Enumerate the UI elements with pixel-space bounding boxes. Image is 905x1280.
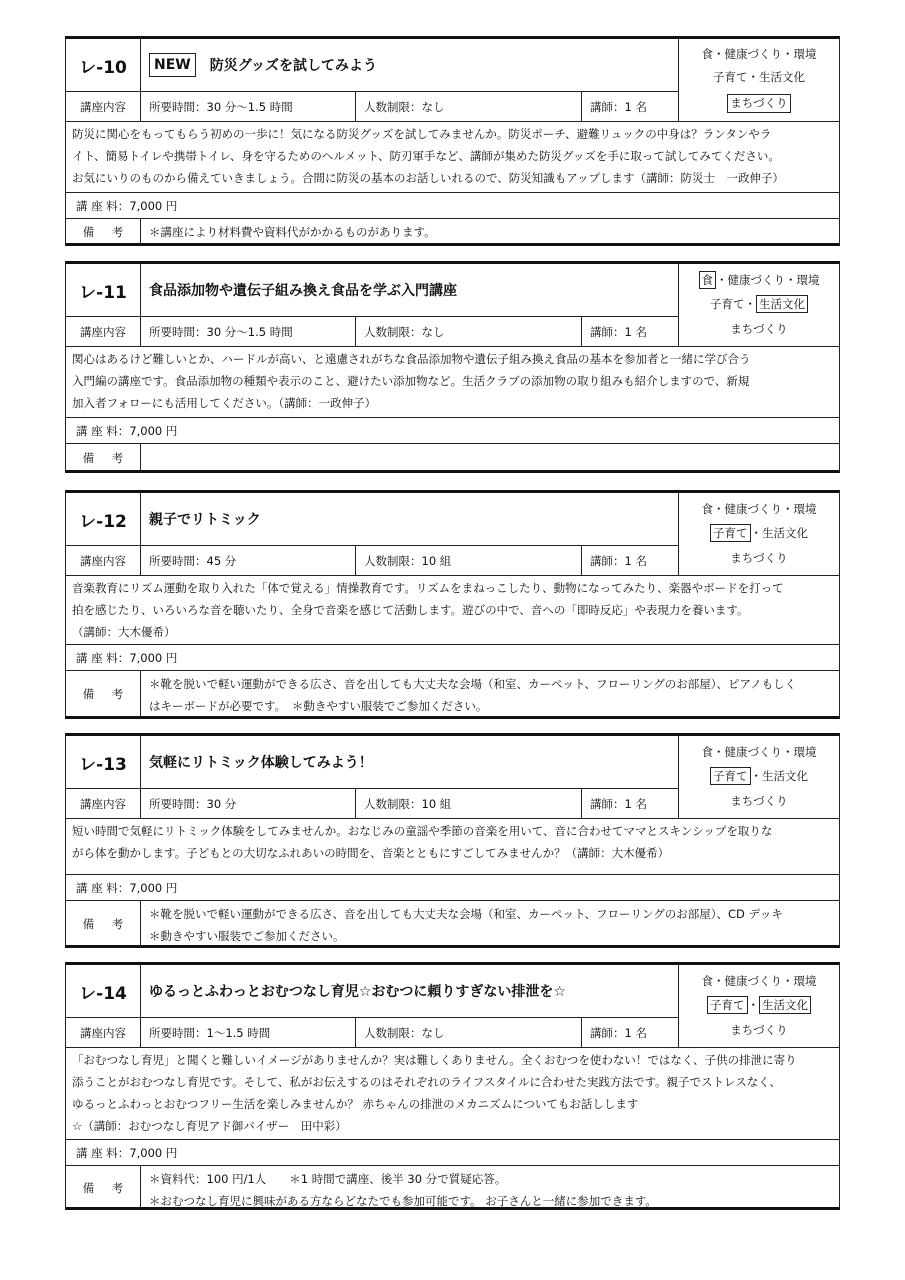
new-badge: NEW: [149, 53, 196, 77]
category-list: [679, 39, 839, 121]
course-title: [141, 493, 678, 545]
course-limit: 人数制限：なし: [356, 92, 582, 121]
course-limit: 人数制限：10 組: [356, 789, 582, 818]
note-label: 備 考: [66, 219, 141, 245]
course-fee: 講 座 料： 7,000 円: [66, 645, 839, 671]
course-code: レ-14: [66, 965, 141, 1017]
course-teacher: 講師：1 名: [590, 324, 647, 339]
course-title: [141, 736, 678, 788]
category-line-2: 子育て ・生活文化: [710, 526, 808, 541]
course-content-label: 講座内容: [66, 789, 141, 818]
course-code: レ-10: [66, 39, 141, 91]
category-line-1: 食 ・健康づくり・環境: [699, 273, 820, 288]
course-notes: [66, 901, 839, 947]
course-description: 短い時間で気軽にリトミック体験をしてみませんか。おなじみの童謡や季節の音楽を用いて、音に合わせてママとスキンシップを取りな がら体を動かします。子どもとの大切なふれあいの時間を、音楽とともにすごしてみませんか？（講師：大木優希）: [66, 819, 839, 875]
course-notes: [66, 671, 839, 717]
course-notes: [66, 219, 839, 245]
course-block-14: [65, 962, 840, 1210]
category-list: [679, 264, 839, 346]
category-line-3: まちづくり: [727, 94, 790, 113]
category-line-2: 子育て ・ 生活文化: [707, 998, 811, 1013]
note-text: ＊靴を脱いで軽い運動ができる広さ、音を出しても大丈夫な会場（和室、カーペット、フローリングのお部屋）、ピアノもしく はキーボードが必要です。 ＊動きやすい服装でご参加ください。: [149, 677, 797, 713]
category-line-1: 食・健康づくり・環境: [701, 47, 817, 62]
course-time: 所要時間：30 分～1.5 時間: [141, 317, 356, 346]
course-time: 所要時間：30 分: [141, 789, 356, 818]
category-line-3: まちづくり: [730, 551, 788, 566]
course-code: レ-12: [66, 493, 141, 545]
course-content-label: 講座内容: [66, 317, 141, 346]
category-line-2: 子育て ・生活文化: [710, 769, 808, 784]
course-time: 所要時間：45 分: [141, 546, 356, 575]
course-fee: 講 座 料： 7,000 円: [66, 1140, 839, 1166]
category-list: [679, 965, 839, 1047]
course-limit: 人数制限：10 組: [356, 546, 582, 575]
course-teacher: 講師：1 名: [590, 1025, 647, 1040]
course-title-text: 気軽にリトミック体験してみよう！: [149, 755, 373, 771]
course-title-text: 食品添加物や遺伝子組み換え食品を学ぶ入門講座: [149, 283, 457, 299]
category-line-1: 食・健康づくり・環境: [701, 973, 817, 988]
course-block-10: [65, 36, 840, 246]
course-code: レ-11: [66, 264, 141, 316]
course-notes: [66, 444, 839, 472]
course-title-text: 親子でリトミック: [149, 512, 261, 528]
course-teacher: 講師：1 名: [590, 99, 647, 114]
course-description: 「おむつなし育児」と聞くと難しいイメージがありませんか？実は難しくありません。全くおむつを使わない！ではなく、子供の排泄に寄り 添うことがおむつなし育児です。そして、私がお伝えするのはそれぞれのライフスタイルに合わせた実践方法です。親子でストレスなく、 ゆるっとふわっとおむつフリー生活を楽しみませんか？ 赤ちゃんの排泄のメカニズムについてもお話しします ☆（講師：おむつなし育児アド御バイザー 田中彩）: [66, 1048, 839, 1140]
course-description: 防災に関心をもってもらう初めの一歩に！気になる防災グッズを試してみませんか。防災ポーチ、避難リュックの中身は？ランタンやラ イト、簡易トイレや携帯トイレ、身を守るためのヘルメット、防刃軍手など、講師が集めた防災グッズを手に取って試してみてください。 お気にいりのものから備えていきましょう。合間に防災の基本のお話しいれるので、防災知識もアップします（講師：防災士 一政伸子）: [66, 122, 839, 193]
category-line-1: 食・健康づくり・環境: [701, 501, 817, 516]
course-description: 音楽教育にリズム運動を取り入れた「体で覚える」情操教育です。リズムをまねっこしたり、動物になってみたり、楽器やボードを打って 拍を感じたり、いろいろな音を聴いたり、全身で音楽を感じて活動します。遊びの中で、音への「即時反応」や表現力を養います。 （講師：大木優希）: [66, 576, 839, 645]
course-title: [141, 965, 678, 1017]
course-time: 所要時間：30 分～1.5 時間: [141, 92, 356, 121]
course-limit: 人数制限：なし: [356, 317, 582, 346]
course-limit: 人数制限：なし: [356, 1018, 582, 1047]
category-line-1: 食・健康づくり・環境: [701, 744, 817, 759]
note-text: ＊資料代：100 円/1人 ＊1 時間で講座、後半 30 分で質疑応答。 ＊おむつなし育児に興味がある方ならどなたでも参加可能です。 お子さんと一緒に参加できます。: [149, 1172, 657, 1208]
category-line-3: まちづくり: [730, 794, 788, 809]
course-teacher: 講師：1 名: [590, 553, 647, 568]
course-content-label: 講座内容: [66, 92, 141, 121]
course-title-text: ゆるっとふわっとおむつなし育児☆おむつに頼りすぎない排泄を☆: [149, 984, 566, 1000]
note-label: 備 考: [66, 901, 141, 947]
course-description: 関心はあるけど難しいとか、ハードルが高い、と遠慮されがちな食品添加物や遺伝子組み換え食品の基本を参加者と一緒に学び合う 入門編の講座です。食品添加物の種類や表示のこと、避けたい添加物など。生活クラブの添加物の取り組みも紹介しますので、新規 加入者フォローにも活用してください。（講師：一政伸子）: [66, 347, 839, 418]
note-text: ＊靴を脱いで軽い運動ができる広さ、音を出しても大丈夫な会場（和室、カーペット、フローリングのお部屋）、CD デッキ ＊動きやすい服装でご参加ください。: [149, 907, 783, 943]
category-list: [679, 493, 839, 575]
note-label: 備 考: [66, 671, 141, 717]
note-text: [141, 444, 839, 472]
category-line-2: 子育て・ 生活文化: [710, 297, 808, 312]
course-content-label: 講座内容: [66, 546, 141, 575]
course-title: [141, 264, 678, 316]
course-fee: 講 座 料： 7,000 円: [66, 193, 839, 219]
course-fee: 講 座 料： 7,000 円: [66, 418, 839, 444]
course-title-text: 防災グッズを試してみよう: [209, 58, 378, 74]
course-title: [141, 39, 678, 91]
category-line-3: まちづくり: [730, 322, 788, 337]
course-content-label: 講座内容: [66, 1018, 141, 1047]
course-fee: 講 座 料： 7,000 円: [66, 875, 839, 901]
course-block-12: [65, 490, 840, 719]
course-block-13: [65, 733, 840, 948]
note-text: ＊講座により材料費や資料代がかかるものがあります。: [149, 225, 436, 239]
note-label: 備 考: [66, 444, 141, 472]
course-teacher: 講師：1 名: [590, 796, 647, 811]
category-line-2: 子育て・生活文化: [713, 70, 805, 85]
category-line-3: まちづくり: [730, 1023, 788, 1038]
course-code: レ-13: [66, 736, 141, 788]
note-label: 備 考: [66, 1166, 141, 1210]
course-block-11: [65, 261, 840, 473]
course-notes: [66, 1166, 839, 1210]
category-list: [679, 736, 839, 818]
course-time: 所要時間：1～1.5 時間: [141, 1018, 356, 1047]
